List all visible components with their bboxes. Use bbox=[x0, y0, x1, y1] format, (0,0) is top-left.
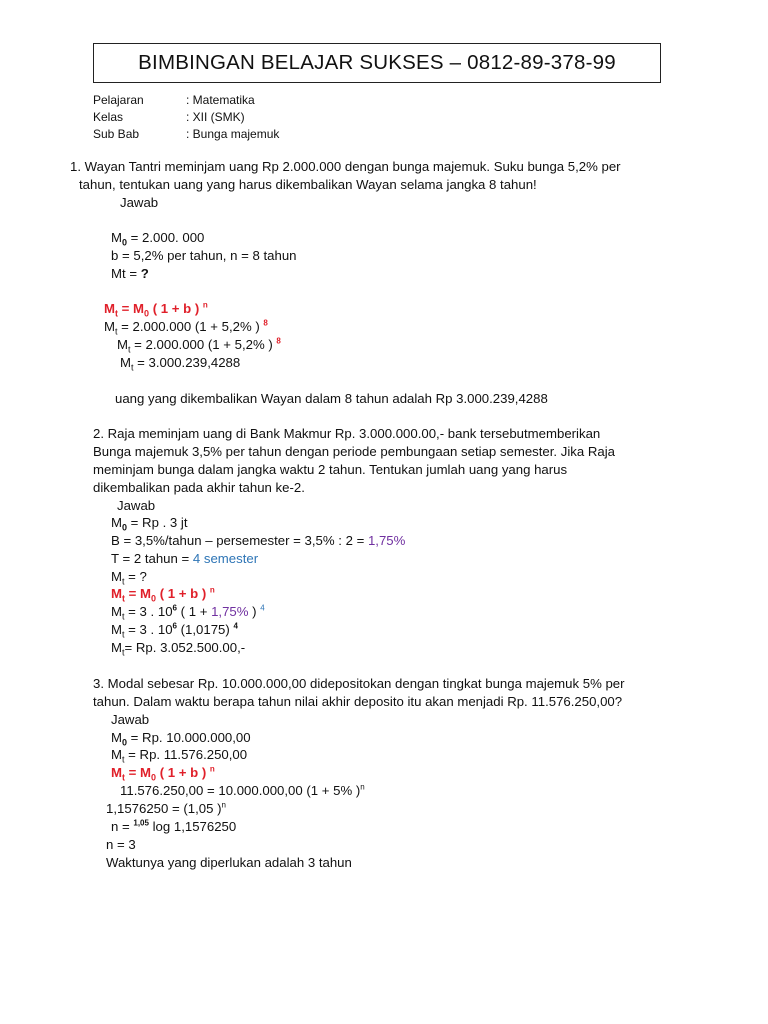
header-title: BIMBINGAN BELAJAR SUKSES – 0812-89-378-99 bbox=[138, 51, 616, 74]
q1-step1: $M_t = 2.000.000$ (1 + 5,2% ) $^8$ bbox=[104, 318, 268, 337]
q3-mt-line: $M_t = Rp$. 11.576.250,00 bbox=[111, 747, 248, 765]
meta-label-pelajaran: Pelajaran bbox=[93, 93, 144, 107]
q2-step2: $M_t = 3$ . $10^6$ (1,0175) $^4$ bbox=[111, 621, 238, 640]
q2-formula: $M_t = M_0$ ( 1 + b ) $^n$ bbox=[111, 585, 215, 604]
meta-label-kelas: Kelas bbox=[93, 110, 124, 124]
q2-jawab: Jawab bbox=[117, 498, 156, 513]
q2-step3: $M_t= Rp$. 3.052.500.00,- bbox=[111, 640, 246, 658]
q2-text-line2: Bunga majemuk 3,5% per tahun dengan periode pembungaan setiap semester. Jika Raja bbox=[93, 444, 615, 459]
meta-label-subbab: Sub Bab bbox=[93, 127, 140, 141]
q2-text-line4: dikembalikan pada akhir tahun ke-2. bbox=[93, 480, 305, 495]
q3-formula: $M_t = M_0$ ( 1 + b ) $^n$ bbox=[111, 764, 215, 783]
q2-mt-line: $M_t$ = ? bbox=[111, 569, 147, 587]
q2-text-line3: meminjam bunga dalam jangka waktu 2 tahun. Tentukan jumlah uang yang harus bbox=[93, 462, 568, 477]
q1-text-line1: 1. Wayan Tantri meminjam uang Rp 2.000.000 dengan bunga majemuk. Suku bunga 5,2% per bbox=[70, 159, 621, 174]
q1-formula: $M_t = M_0$ ( 1 + b ) $^n$ bbox=[104, 300, 208, 319]
q3-step1: 11.576.250,00 = 10.000.000,00 (1 + 5% )$^n$ bbox=[120, 782, 365, 798]
q2-b-line: B = 3,5%/tahun – persemester = 3,5% : 2 = 1,75% bbox=[111, 533, 406, 548]
q2-text-line1: 2. Raja meminjam uang di Bank Makmur Rp. 3.000.000.00,- bank tersebutmemberikan bbox=[93, 426, 601, 441]
q3-conclusion: Waktunya yang diperlukan adalah 3 tahun bbox=[106, 855, 352, 870]
q3-step4: n = 3 bbox=[106, 837, 136, 852]
q1-b-line: b = 5,2% per tahun, n = 8 tahun bbox=[111, 248, 297, 263]
q3-step3: n = $^{1,05}$ log 1,1576250 bbox=[111, 818, 237, 834]
q1-text-line2: tahun, tentukan uang yang harus dikembalikan Wayan selama jangka 8 tahun! bbox=[79, 177, 537, 192]
q1-jawab: Jawab bbox=[120, 195, 159, 210]
q3-jawab: Jawab bbox=[111, 712, 150, 727]
q3-m0-line: $M_0 = Rp$. 10.000.000,00 bbox=[111, 730, 251, 748]
q1-mt-line: Mt = ? bbox=[111, 266, 149, 281]
q1-step2: $M_t = 2.000.000$ (1 + 5,2% ) $^8$ bbox=[117, 336, 281, 355]
q1-m0-line: $M_0 = 2.000$. 000 bbox=[111, 230, 205, 248]
q2-step1: $M_t = 3$ . $10^6$ ( 1 + 1,75% ) $^4$ bbox=[111, 603, 265, 622]
q1-step3: $M_t = 3.000.239,4288$ bbox=[120, 355, 241, 373]
q2-t-line: T = 2 tahun = 4 semester bbox=[111, 551, 259, 566]
q2-m0-line: $M_0 = Rp$ . 3 jt bbox=[111, 515, 188, 533]
q3-text-line2: tahun. Dalam waktu berapa tahun nilai akhir deposito itu akan menjadi Rp. 11.576.250,00? bbox=[93, 694, 623, 709]
header-title-box bbox=[93, 43, 661, 83]
meta-value-kelas: : XII (SMK) bbox=[186, 110, 245, 124]
q1-conclusion: uang yang dikembalikan Wayan dalam 8 tahun adalah Rp 3.000.239,4288 bbox=[115, 391, 548, 406]
meta-value-pelajaran: : Matematika bbox=[186, 93, 255, 107]
meta-value-subbab: : Bunga majemuk bbox=[186, 127, 280, 141]
q3-text-line1: 3. Modal sebesar Rp. 10.000.000,00 didepositokan dengan tingkat bunga majemuk 5% per bbox=[93, 676, 625, 691]
q3-step2: 1,1576250 = (1,05 )$^n$ bbox=[106, 800, 226, 816]
